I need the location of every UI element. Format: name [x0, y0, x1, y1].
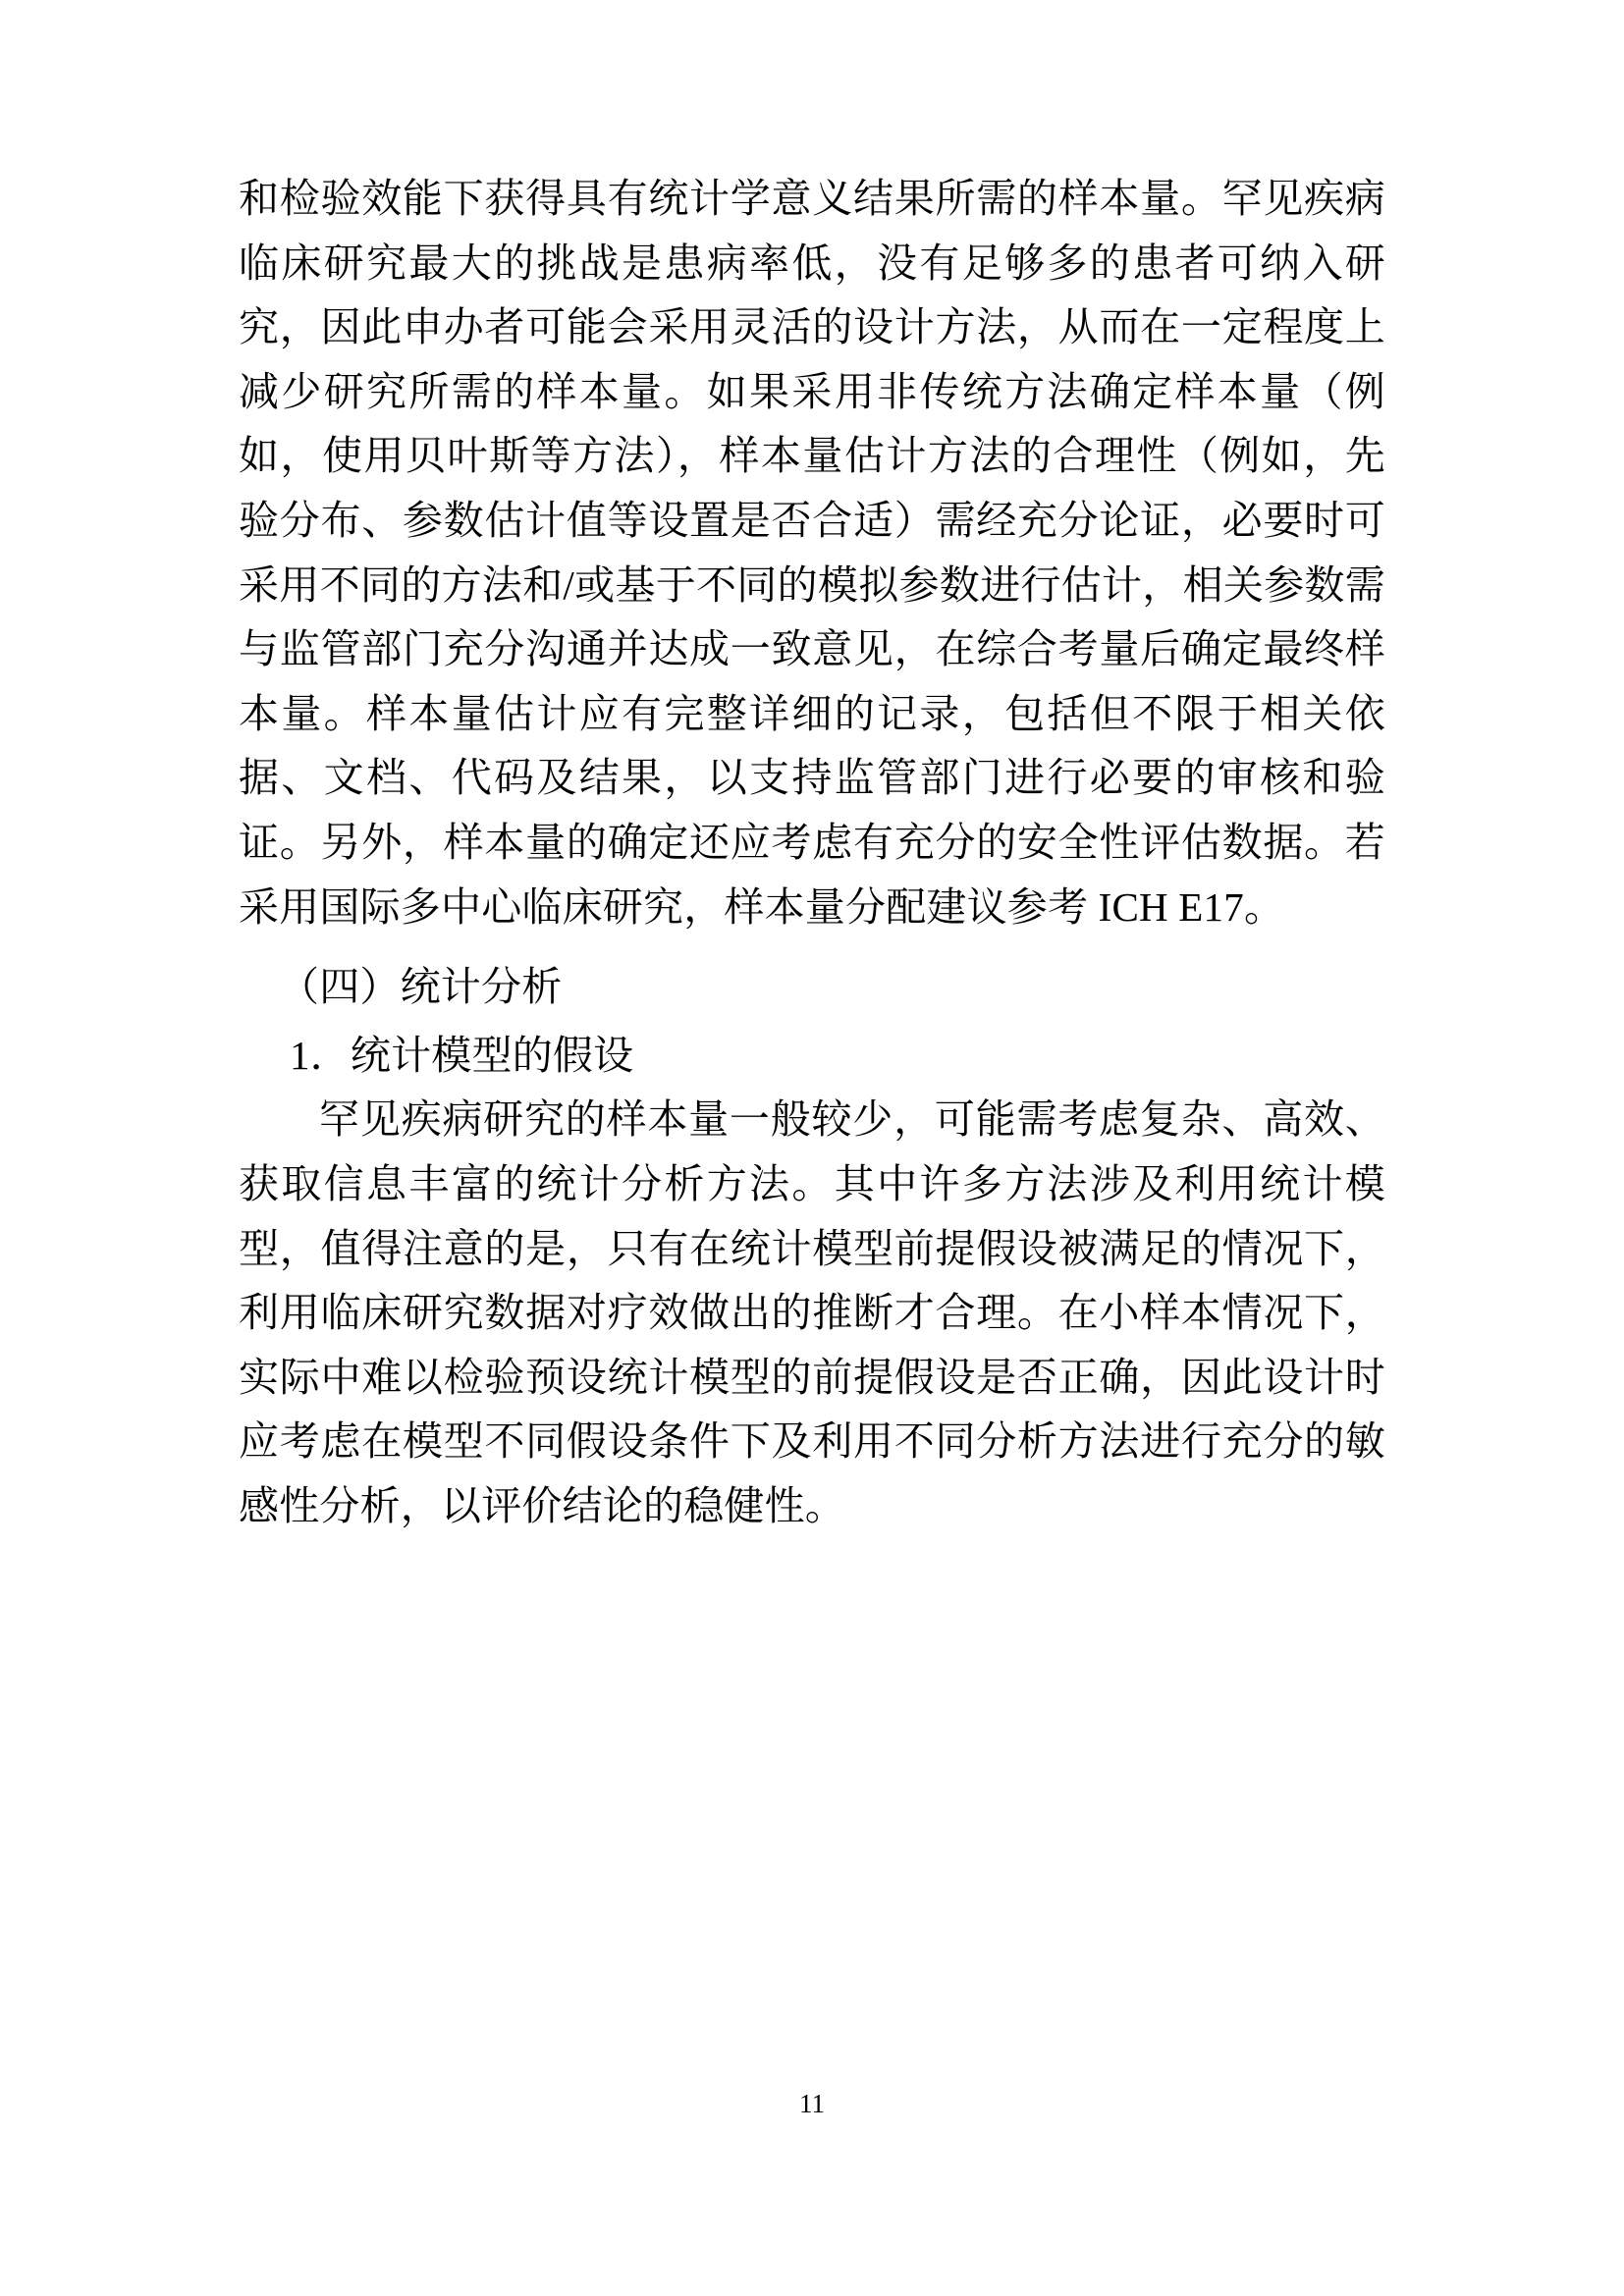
paragraph-model-assumptions: 罕见疾病研究的样本量一般较少，可能需考虑复杂、高效、获取信息丰富的统计分析方法。其中许多方法涉及利用统计模型，值得注意的是，只有在统计模型前提假设被满足的情况下，利用临床研究数据对疗效做出的推断才合理。在小样本情况下，实际中难以检验预设统计模型的前提假设是否正确，因此设计时应考虑在模型不同假设条件下及利用不同分析方法进行充分的敏感性分析，以评价结论的稳健性。	[239, 1096, 1385, 1528]
heading-statistical-analysis: （四）统计分析	[279, 964, 563, 1010]
spacer	[239, 939, 1385, 949]
page-number: 11	[799, 2089, 825, 2118]
subheading-model-assumptions: 1．统计模型的假设	[290, 1032, 634, 1078]
page-content	[239, 167, 1385, 1538]
paragraph-sample-size: 和检验效能下获得具有统计学意义结果所需的样本量。罕见疾病临床研究最大的挑战是患病率低，没有足够多的患者可纳入研究，因此申办者可能会采用灵活的设计方法，从而在一定程度上减少研究所需的样本量。如果采用非传统方法确定样本量（例如，使用贝叶斯等方法），样本量估计方法的合理性（例如，先验分布、参数估计值等设置是否合适）需经充分论证，必要时可采用不同的方法和/或基于不同的模拟参数进行估计，相关参数需与监管部门充分沟通并达成一致意见，在综合考量后确定最终样本量。样本量估计应有完整详细的记录，包括但不限于相关依据、文档、代码及结果，以支持监管部门进行必要的审核和验证。另外，样本量的确定还应考虑有充分的安全性评估数据。若采用国际多中心临床研究，样本量分配建议参考 ICH E17。	[239, 176, 1385, 930]
